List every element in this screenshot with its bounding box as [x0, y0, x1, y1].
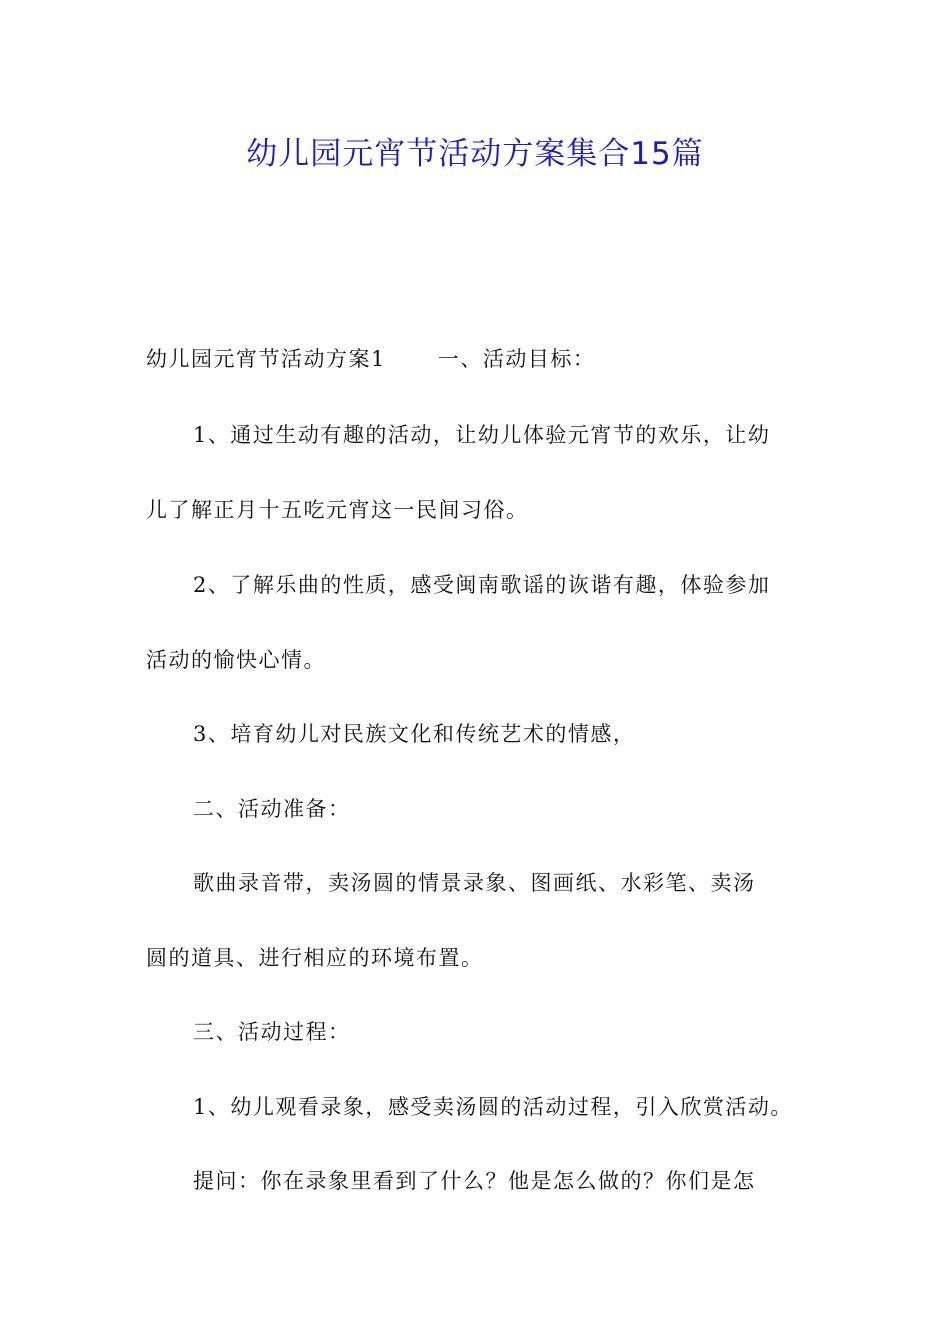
paragraph-line: 2、了解乐曲的性质，感受闽南歌谣的诙谐有趣，体验参加: [193, 573, 771, 597]
paragraph-line: 3、培育幼儿对民族文化和传统艺术的情感，: [193, 722, 636, 746]
section-heading: 二、活动准备：: [193, 797, 351, 821]
paragraph-line: 圆的道具、进行相应的环境布置。: [146, 946, 484, 970]
paragraph-line: 1、幼儿观看录象，感受卖汤圆的活动过程，引入欣赏活动。: [193, 1095, 793, 1119]
paragraph-line: 提问：你在录象里看到了什么？他是怎么做的？你们是怎: [193, 1169, 756, 1193]
paragraph-line: 1、通过生动有趣的活动，让幼儿体验元宵节的欢乐，让幼: [193, 423, 771, 447]
plan-heading: 幼儿园元宵节活动方案1: [146, 347, 386, 371]
paragraph-line: 歌曲录音带，卖汤圆的情景录象、图画纸、水彩笔、卖汤: [193, 871, 756, 895]
paragraph-line: 活动的愉快心情。: [146, 648, 326, 672]
section-heading: 三、活动过程：: [193, 1020, 351, 1044]
goals-heading: 一、活动目标：: [437, 347, 596, 371]
paragraph-line: 儿了解正月十五吃元宵这一民间习俗。: [146, 498, 529, 522]
document-title: 幼儿园元宵节活动方案集合15篇: [246, 136, 704, 172]
section-heading-line: [146, 344, 595, 374]
